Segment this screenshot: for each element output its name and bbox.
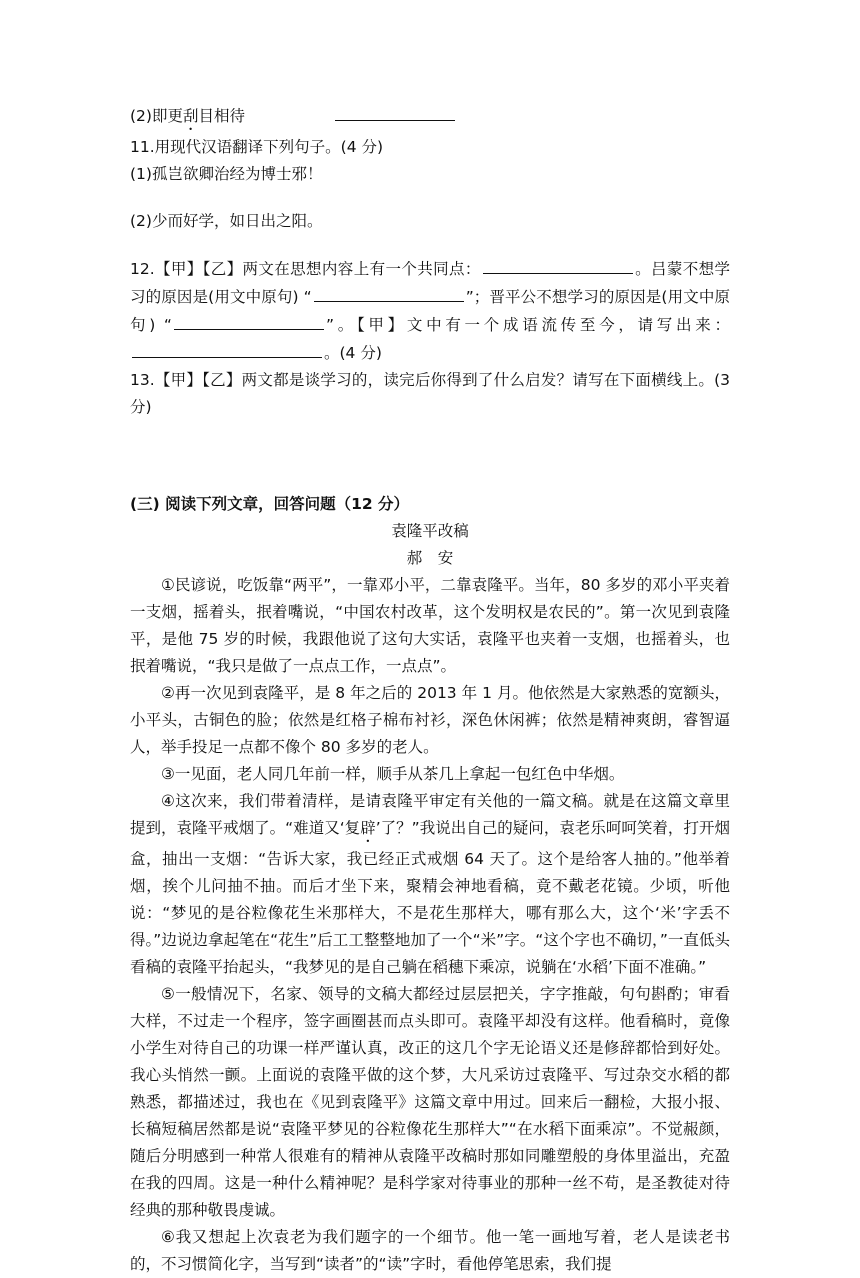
article-paragraph-5: ⑤一般情况下，名家、领导的文稿大都经过层层把关，字字推敲，句句斟酌；审看大样，不过走一个程序，签字画圈甚而点头即可。袁隆平却没有这样。他看稿时，竟像小学生对待自己的功课一样严谨认真，改正的这几个字无论语义还是修辞都恰到好处。我心头悄然一颤。上面说的袁隆平做的这个梦，大凡采访过袁隆平、写过杂交水稻的都熟悉，都描述过，我也在《见到袁隆平》这篇文章中用过。回来后一翻检，大报小报、长稿短稿居然都是说“袁隆平梦见的谷粒像花生那样大”“在水稻下面乘凉”。不觉赧颜，随后分明感到一种常人很难有的精神从袁隆平改稿时那如同雕塑般的身体里溢出，充盈在我的四周。这是一种什么精神呢？是科学家对待事业的那种一丝不苟，是圣教徒对待经典的那种敬畏虔诚。 xyxy=(130,985,730,1219)
article-author: 郝 安 xyxy=(406,549,454,567)
question-11-title: 11.用现代汉语翻译下列句子。(4 分) xyxy=(130,138,384,156)
emphasis-char: 辟 xyxy=(360,819,376,837)
article-paragraph-2: ②再一次见到袁隆平，是 8 年之后的 2013 年 1 月。他依然是大家熟悉的宽额头，小平头，古铜色的脸；依然是红格子棉布衬衫，深色休闲裤；依然是精神爽朗，睿智逼人，举手投足一点都不像个 80 多岁的老人。 xyxy=(130,684,730,756)
article-paragraph-6: ⑥我又想起上次袁老为我们题字的一个细节。他一笔一画地写着，老人是读老书的，不习惯简化字，当写到“读者”的“读”字时，看他停笔思索，我们提 xyxy=(130,1228,730,1273)
article-paragraph-4: ④这次来，我们带着清样，是请袁隆平审定有关他的一篇文稿。就是在这篇文章里提到，袁隆平戒烟了。“难道又‘复辟’了？”我说出自己的疑问，袁老乐呵呵笑着，打开烟盒，抽出一支烟：“告诉大家，我已经正式戒烟 64 天了。这个是给客人抽的。”他举着烟，挨个儿问抽不抽。而后才坐下来，聚精会神地看稿，竟不戴老花镜。少顷，听他说：“梦见的是谷粒像花生米那样大，不是花生那样大，哪有那么大，这个‘米’字丢不得。”边说边拿起笔在“花生”后工工整整地加了一个“米”字。“这个字也不确切，”一直低头看稿的袁隆平抬起头，“我梦见的是自己躺在稻穗下乘凉，说躺在‘水稻’下面不准确。” xyxy=(130,792,730,976)
article-paragraph-3: ③一见面，老人同几年前一样，顺手从茶几上拿起一包红色中华烟。 xyxy=(161,765,625,783)
answer-blank-idiom[interactable] xyxy=(132,339,322,358)
answer-blank[interactable] xyxy=(335,102,455,121)
question-13: 13.【甲】【乙】两文都是谈学习的，读完后你得到了什么启发？请写在下面横线上。(3 分) xyxy=(130,371,730,416)
section-3-heading: (三) 阅读下列文章，回答问题（12 分） xyxy=(130,495,410,513)
emphasis-char: 刮 xyxy=(182,107,199,125)
document-content xyxy=(130,102,730,1278)
question-11-sentence-1: (1)孤岂欲卿治经为博士邪！ xyxy=(130,165,323,183)
question-12: 12.【甲】【乙】两文在思想内容上有一个共同点： 。吕蒙不想学习的原因是(用文中原句) “ ”；晋平公不想学习的原因是(用文中原句) “ ”。【甲】文中有一个成语流传至今，请写出来：。(4 分) xyxy=(130,255,730,367)
answer-blank-common-point[interactable] xyxy=(483,255,633,274)
answer-blank-lvmeng-reason[interactable] xyxy=(314,283,464,302)
article-title: 袁隆平改稿 xyxy=(391,522,469,540)
question-10-item-2: (2)即更刮目相待 xyxy=(130,102,730,134)
article-paragraph-1: ①民谚说，吃饭靠“两平”，一靠邓小平，二靠袁隆平。当年，80 多岁的邓小平夹着一支烟，摇着头，抿着嘴说，“中国农村改革，这个发明权是农民的”。第一次见到袁隆平，是他 75 岁的时候，我跟他说了这句大实话，袁隆平也夹着一支烟，也摇着头，也抿着嘴说，“我只是做了一点点工作，一点点”。 xyxy=(130,576,730,675)
question-11-sentence-2: (2)少而好学，如日出之阳。 xyxy=(130,212,323,230)
answer-blank-jinpinggong-reason[interactable] xyxy=(174,311,324,330)
